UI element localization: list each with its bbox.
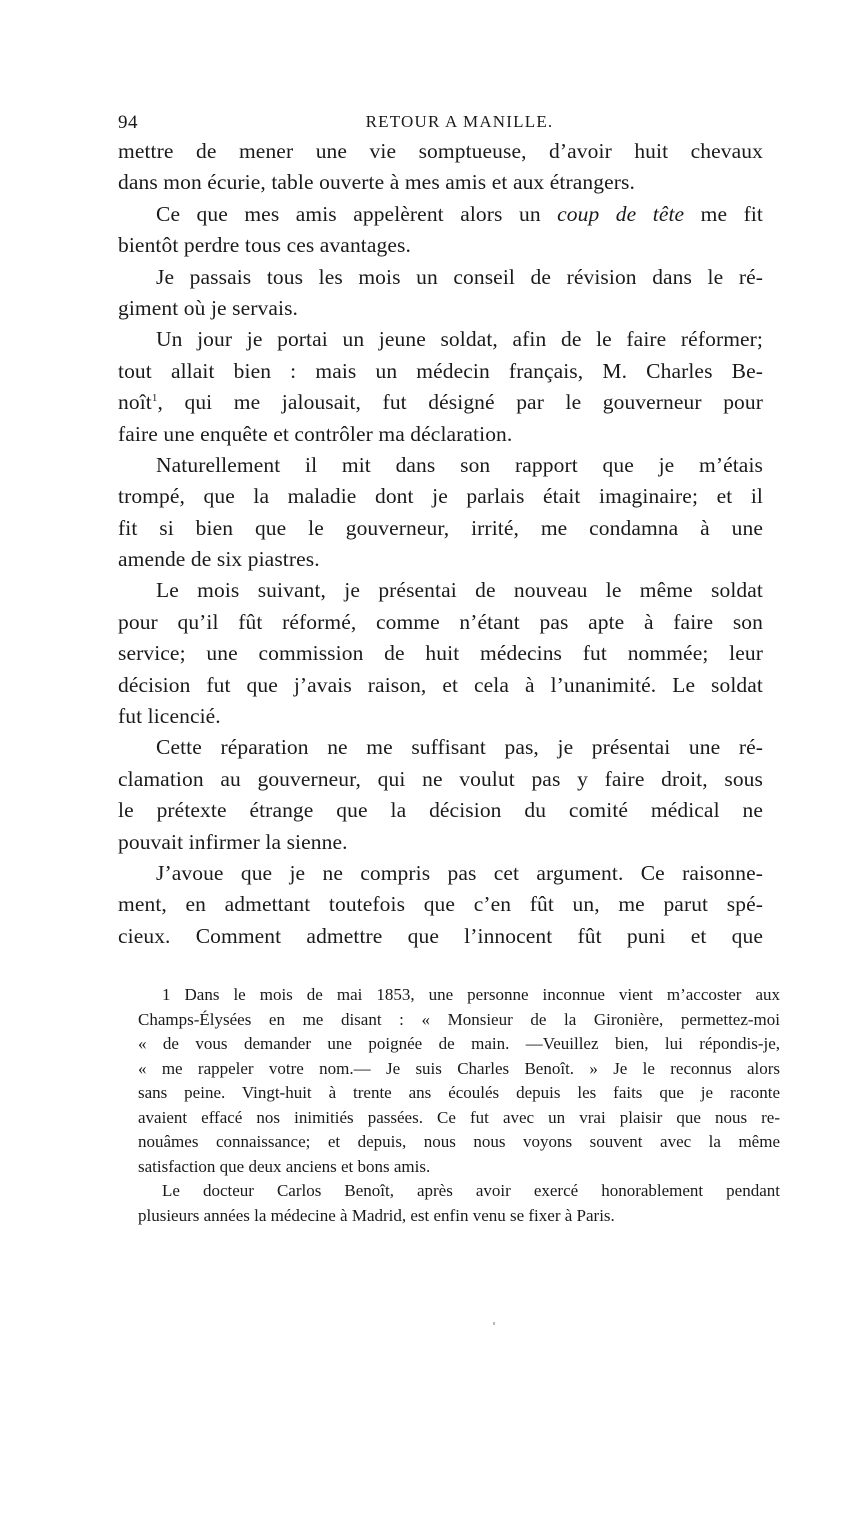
text-line: clamation au gouverneur, qui ne voulut pas y faire droit, sous bbox=[118, 766, 763, 791]
scan-speck bbox=[493, 1322, 495, 1325]
footnote-line: « de vous demander une poignée de main. —Veuillez bien, lui répondis-je, bbox=[138, 1034, 780, 1053]
text-line: Ce que mes amis appelèrent alors un coup de tête me fit bbox=[156, 201, 763, 226]
text-line: giment où je servais. bbox=[118, 295, 299, 320]
footnote-line: plusieurs années la médecine à Madrid, est enfin venu se fixer à Paris. bbox=[138, 1205, 615, 1225]
text-line: service; une commission de huit médecins fut nommée; leur bbox=[118, 641, 763, 666]
footnote-line: 1 Dans le mois de mai 1853, une personne inconnue vient m’accoster aux bbox=[162, 985, 780, 1004]
text-line: Naturellement il mit dans son rapport que je m’étais bbox=[156, 452, 763, 477]
text-line: amende de six piastres. bbox=[118, 547, 320, 572]
footnote-line: satisfaction que deux anciens et bons amis. bbox=[138, 1156, 431, 1176]
footnotes bbox=[138, 983, 780, 1228]
footnote-reference[interactable]: 1 bbox=[151, 392, 158, 405]
footnote-line: Le docteur Carlos Benoît, après avoir exercé honorablement pendant bbox=[162, 1181, 780, 1200]
text-line: fit si bien que le gouverneur, irrité, me condamna à une bbox=[118, 515, 763, 540]
footnote-line: avaient effacé nos inimitiés passées. Ce fut avec un vrai plaisir que nous re- bbox=[138, 1107, 780, 1127]
text-line: cieux. Comment admettre que l’innocent fût puni et que bbox=[118, 923, 763, 948]
text-line-with-footnote-ref: noît$^1$, qui me jalousait, fut désigné par le gouverneur pour bbox=[118, 390, 763, 415]
text-line: bientôt perdre tous ces avantages. bbox=[118, 233, 411, 258]
text-line: fut licencié. bbox=[118, 704, 221, 729]
footnote-line: Champs-Élysées en me disant : « Monsieur de la Gironière, permettez-moi bbox=[138, 1009, 780, 1029]
text-line: pour qu’il fût réformé, comme n’étant pas apte à faire son bbox=[118, 609, 763, 634]
text-line: le prétexte étrange que la décision du comité médical ne bbox=[118, 798, 763, 823]
text-line: Je passais tous les mois un conseil de révision dans le ré- bbox=[156, 264, 763, 289]
text-line: décision fut que j’avais raison, et cela à l’unanimité. Le soldat bbox=[118, 672, 763, 697]
text-line: pouvait infirmer la sienne. bbox=[118, 829, 348, 854]
footnote-line: nouâmes connaissance; et depuis, nous nous voyons souvent avec la même bbox=[138, 1132, 780, 1151]
text-line: trompé, que la maladie dont je parlais était imaginaire; et il bbox=[118, 484, 763, 509]
text-line: Le mois suivant, je présentai de nouveau le même soldat bbox=[156, 578, 763, 603]
italic-phrase: coup de tête bbox=[557, 201, 685, 226]
text-line: tout allait bien : mais un médecin français, M. Charles Be- bbox=[118, 358, 763, 383]
text-line: ment, en admettant toutefois que c’en fût un, me parut spé- bbox=[118, 892, 763, 917]
text-line: mettre de mener une vie somptueuse, d’avoir huit chevaux bbox=[118, 139, 763, 163]
running-title: RETOUR A MANILLE. bbox=[365, 112, 554, 131]
footnote-line: « me rappeler votre nom.— Je suis Charles Benoît. » Je le reconnus alors bbox=[138, 1058, 780, 1078]
text-line: faire une enquête et contrôler ma déclaration. bbox=[118, 421, 513, 446]
text-line: Un jour je portai un jeune soldat, afin de le faire réformer; bbox=[156, 327, 763, 352]
text-line: J’avoue que je ne compris pas cet argument. Ce raisonne- bbox=[156, 860, 763, 885]
page-number: 94 bbox=[118, 112, 138, 133]
text-line: Cette réparation ne me suffisant pas, je présentai une ré- bbox=[156, 735, 763, 760]
body-text bbox=[118, 136, 763, 952]
text-line: dans mon écurie, table ouverte à mes amis et aux étrangers. bbox=[118, 170, 635, 195]
page-header bbox=[118, 112, 763, 138]
footnote-line: sans peine. Vingt-huit à trente ans écoulés depuis les faits que je raconte bbox=[138, 1083, 780, 1102]
